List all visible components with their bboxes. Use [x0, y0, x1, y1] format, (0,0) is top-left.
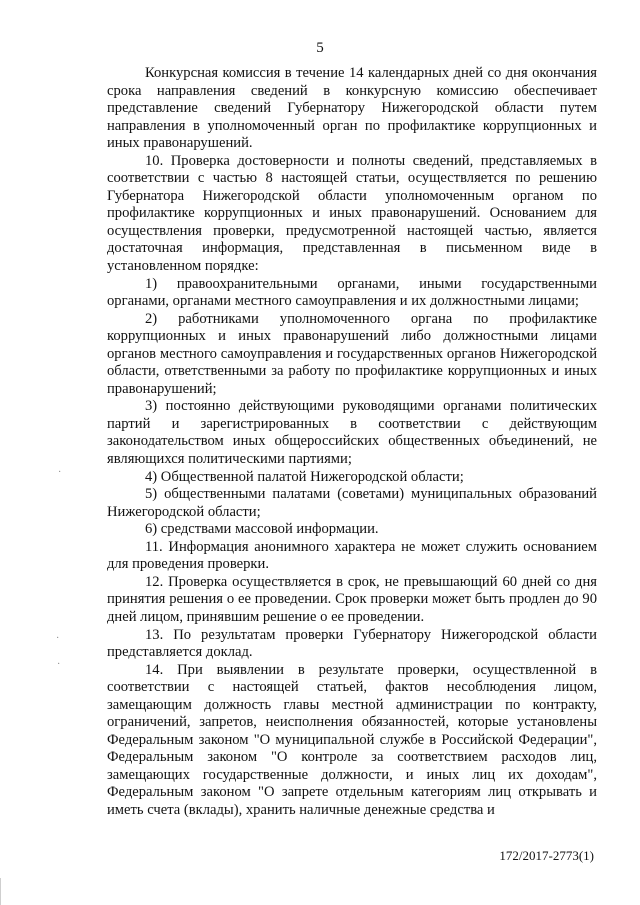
list-item-1: 1) правоохранительными органами, иными государственными органами, органами местного самоуправления и их должностными лицами; [107, 275, 597, 310]
paragraph-10-verification: 10. Проверка достоверности и полноты сведений, представляемых в соответствии с частью 8 настоящей статьи, осуществляется по решению Губернатора Нижегородской области уполномоченным органом по профилактике коррупционных и иных правонарушений. Основанием для осуществления проверки, предусмотренной настоящей частью, является достаточная информация, представленная в письменном виде в установленном порядке: [107, 152, 597, 275]
paragraph-12-term: 12. Проверка осуществляется в срок, не превышающий 60 дней со дня принятия решения о ее проведении. Срок проверки может быть продлен до 90 дней лицом, принявшим решение о ее проведении. [107, 573, 597, 625]
list-item-3: 3) постоянно действующими руководящими органами политических партий и зарегистрированных в соответствии с действующим законодательством иных общероссийских общественных объединений, не являющихся политическими партиями; [107, 398, 597, 468]
scan-edge [0, 878, 9, 905]
scan-artifact: · [56, 633, 60, 644]
document-body [107, 65, 597, 820]
list-item-6: 6) средствами массовой информации. [145, 521, 379, 538]
list-item-5: 5) общественными палатами (советами) муниципальных образований Нижегородской области; [107, 486, 597, 520]
list-item-2: 2) работниками уполномоченного органа по профилактике коррупционных и иных правонарушений либо должностными лицами органов местного самоуправления и государственных органов Нижегородской области, ответственными за работу по профилактике коррупционных и иных правонарушений; [107, 310, 597, 397]
paragraph-14-violations: 14. При выявлении в результате проверки, осуществленной в соответствии с настоящей статьей, фактов несоблюдения лицом, замещающим должность главы местной администрации по контракту, ограничений, запретов, неисполнения обязанностей, которые установлены Федеральным законом "О муниципальной службе в Российской Федерации", Федеральным законом "О контроле за соответствием расходов лиц, замещающих государственные должности, и иных лиц их доходам", Федеральным законом "О запрете отдельным категориям лиц открывать и иметь счета (вклады), хранить наличные денежные средства и [107, 661, 597, 818]
scan-artifact: · [57, 659, 61, 670]
list-item-4: 4) Общественной палатой Нижегородской области; [145, 468, 464, 485]
paragraph-commission-term: Конкурсная комиссия в течение 14 календарных дней со дня окончания срока направления сведений в конкурсную комиссию обеспечивает представление сведений Губернатору Нижегородской области путем направления в уполномоченный орган по профилактике коррупционных и иных правонарушений. [107, 65, 597, 152]
page-number: 5 [316, 40, 324, 56]
paragraph-13-report: 13. По результатам проверки Губернатору Нижегородской области представляется доклад. [107, 626, 597, 661]
document-code: 172/2017-2773(1) [499, 848, 594, 863]
scan-artifact: · [58, 467, 62, 478]
paragraph-11-anonymous: 11. Информация анонимного характера не может служить основанием для проведения проверки. [107, 538, 597, 573]
